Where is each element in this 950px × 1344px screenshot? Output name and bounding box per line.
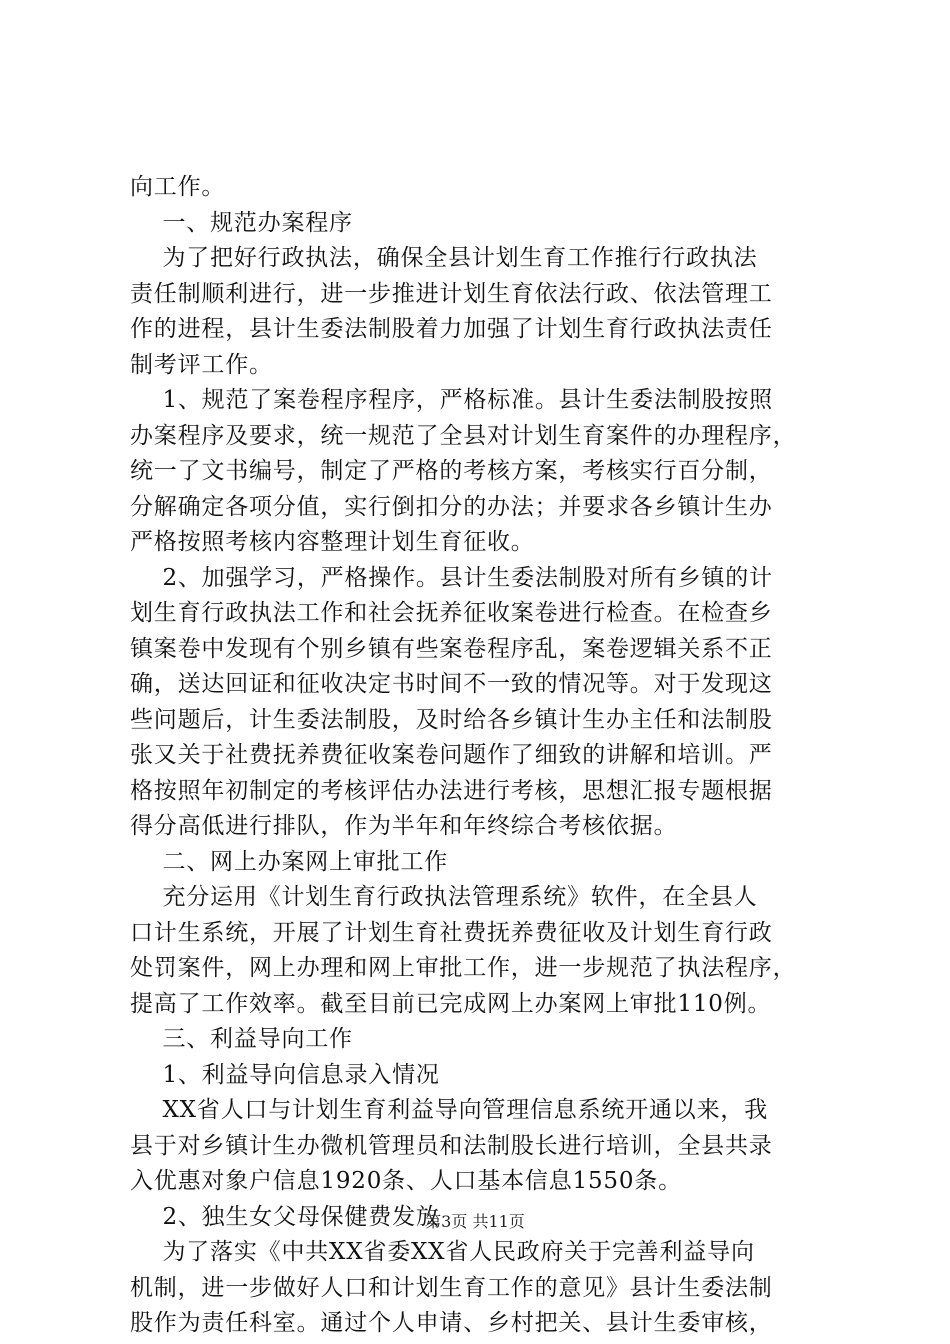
text-line: 些问题后，计生委法制股，及时给各乡镇计生办主任和法制股 — [130, 706, 773, 733]
text-line: 三、利益导向工作 — [130, 1026, 353, 1052]
text-line: 处罚案件，网上办理和网上审批工作，进一步规范了执法程序， — [130, 955, 797, 981]
text-line: 机制，进一步做好人口和计划生育工作的意见》县计生委法制 — [130, 1274, 773, 1301]
text-line: 2、独生女父母保健费发放 — [130, 1203, 440, 1230]
text-line: 为了把好行政执法，确保全县计划生育工作推行行政执法 — [130, 245, 758, 271]
text-line: 责任制顺利进行，进一步推进计划生育依法行政、依法管理工 — [130, 280, 773, 307]
text-line: 办案程序及要求，统一规范了全县对计划生育案件的办理程序， — [130, 422, 797, 449]
text-line: 向工作。 — [130, 174, 226, 200]
text-line: 1、利益导向信息录入情况 — [130, 1061, 440, 1088]
text-line: 制考评工作。 — [130, 351, 273, 378]
text-line: 提高了工作效率。截至目前已完成网上办案网上审批110例。 — [130, 990, 772, 1017]
text-line: 张又关于社费抚养费征收案卷问题作了细致的讲解和培训。严 — [130, 742, 773, 768]
text-line: 二、网上办案网上审批工作 — [130, 848, 449, 875]
document-body — [130, 170, 830, 1342]
text-line: 严格按照考核内容整理计划生育征收。 — [130, 529, 535, 555]
text-line: 分解确定各项分值，实行倒扣分的办法；并要求各乡镇计生办 — [130, 493, 773, 520]
text-line: 入优惠对象户信息1920条、人口基本信息1550条。 — [130, 1168, 682, 1194]
text-line: 得分高低进行排队，作为半年和年终综合考核依据。 — [130, 813, 678, 839]
text-line: 1、规范了案卷程序程序，严格标准。县计生委法制股按照 — [130, 387, 773, 413]
page-footer: 第3页 共11页 — [425, 1212, 525, 1231]
text-line: 口计生系统，开展了计划生育社费抚养费征收及计划生育行政 — [130, 919, 773, 946]
text-line: 格按照年初制定的考核评估办法进行考核，思想汇报专题根据 — [130, 777, 773, 804]
text-line: 充分运用《计划生育行政执法管理系统》软件，在全县人 — [130, 884, 758, 910]
text-line: 为了落实《中共XX省委XX省人民政府关于完善利益导向 — [130, 1239, 755, 1265]
text-line: 县于对乡镇计生办微机管理员和法制股长进行培训，全县共录 — [130, 1132, 773, 1159]
text-line: 确，送达回证和征收决定书时间不一致的情况等。对于发现这 — [130, 671, 773, 697]
text-line: 统一了文书编号，制定了严格的考核方案，考核实行百分制， — [130, 458, 773, 484]
text-line: 镇案卷中发现有个别乡镇有些案卷程序乱，案卷逻辑关系不正 — [130, 635, 773, 662]
text-line: 一、规范办案程序 — [130, 209, 353, 236]
text-line: XX省人口与计划生育利益导向管理信息系统开通以来，我 — [130, 1097, 768, 1123]
text-line: 2、加强学习，严格操作。县计生委法制股对所有乡镇的计 — [130, 564, 773, 591]
text-line: 划生育行政执法工作和社会抚养征收案卷进行检查。在检查乡 — [130, 600, 773, 626]
text-line: 作的进程，县计生委法制股着力加强了计划生育行政执法责任 — [130, 316, 773, 342]
text-line: 股作为责任科室。通过个人申请、乡村把关、县计生委审核， — [130, 1310, 773, 1336]
